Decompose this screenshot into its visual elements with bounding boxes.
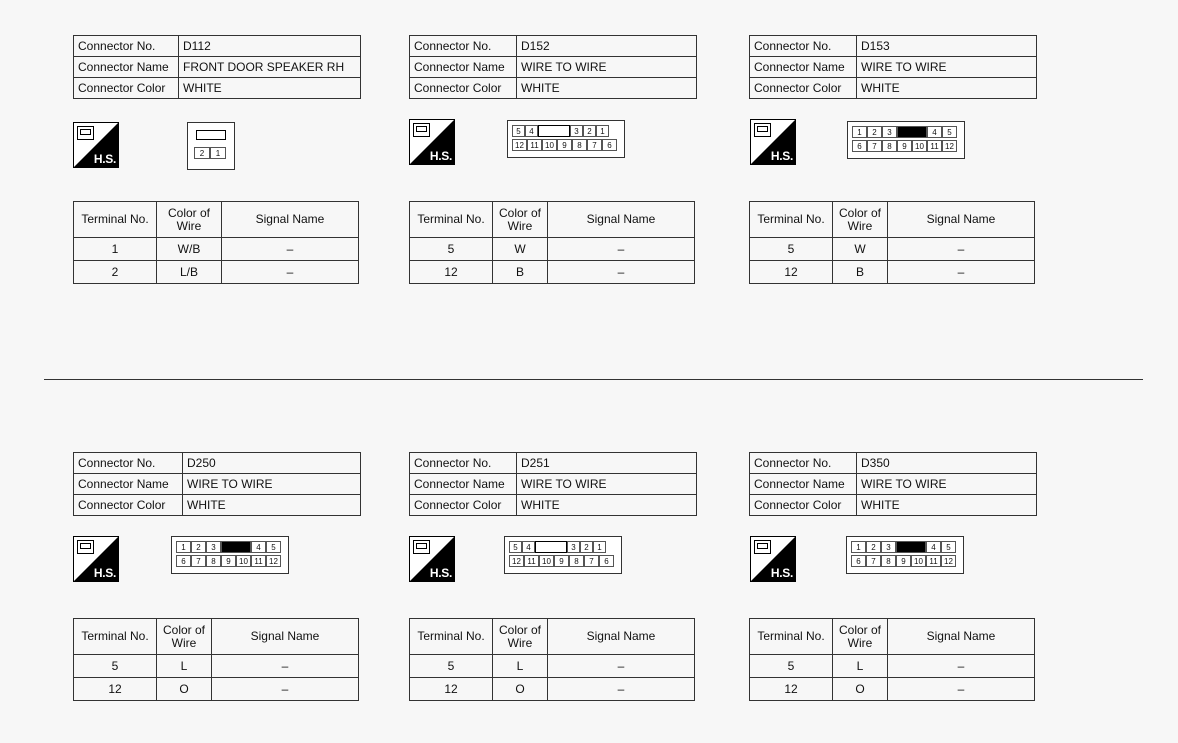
label-connector-no: Connector No. — [410, 453, 517, 474]
header-signal-name: Signal Name — [548, 202, 695, 238]
connector-lock-key — [897, 126, 927, 138]
connector-name-value: FRONT DOOR SPEAKER RH — [179, 57, 361, 78]
connector-info-table — [749, 452, 1037, 516]
terminal-table — [73, 201, 359, 284]
label-connector-no: Connector No. — [750, 453, 857, 474]
pin: 10 — [236, 555, 251, 567]
pin: 10 — [542, 139, 557, 151]
connector-face-diagram — [847, 121, 965, 159]
label-connector-color: Connector Color — [74, 78, 179, 99]
pin: 7 — [587, 139, 602, 151]
pin: 12 — [942, 140, 957, 152]
pin: 12 — [512, 139, 527, 151]
connector-name-value: WIRE TO WIRE — [857, 57, 1037, 78]
pin-2: 2 — [194, 147, 210, 159]
pin: 6 — [851, 555, 866, 567]
pin: 8 — [569, 555, 584, 567]
hs-label: H.S. — [93, 566, 116, 580]
pin: 7 — [866, 555, 881, 567]
pin: 6 — [176, 555, 191, 567]
connector-name-value: WIRE TO WIRE — [517, 474, 697, 495]
pin: 11 — [527, 139, 542, 151]
table-row: 5 W – — [410, 238, 695, 261]
pin: 1 — [176, 541, 191, 553]
header-color-of-wire: Color of Wire — [157, 202, 222, 238]
pin: 6 — [852, 140, 867, 152]
pin: 3 — [570, 125, 583, 137]
connector-block-d153 — [749, 35, 1049, 285]
connector-lock-key — [896, 541, 926, 553]
pin: 11 — [926, 555, 941, 567]
header-terminal-no: Terminal No. — [74, 619, 157, 655]
pin: 1 — [852, 126, 867, 138]
label-connector-color: Connector Color — [410, 78, 517, 99]
connector-face-diagram — [171, 536, 289, 574]
pin: 6 — [602, 139, 617, 151]
hs-label: H.S. — [429, 149, 452, 163]
pin: 9 — [554, 555, 569, 567]
pin: 11 — [927, 140, 942, 152]
terminal-table — [409, 618, 695, 701]
connector-block-d250 — [73, 452, 373, 702]
table-row: 12 O – — [74, 678, 359, 701]
table-row: 5 L – — [410, 655, 695, 678]
table-row: 1 W/B – — [74, 238, 359, 261]
table-row: 5 L – — [74, 655, 359, 678]
pin: 4 — [251, 541, 266, 553]
pin: 2 — [580, 541, 593, 553]
header-signal-name: Signal Name — [222, 202, 359, 238]
harness-side-icon — [409, 119, 455, 165]
connector-block-d251 — [409, 452, 709, 702]
label-connector-name: Connector Name — [750, 474, 857, 495]
connector-color-value: WHITE — [857, 78, 1037, 99]
pin: 5 — [266, 541, 281, 553]
pin: 12 — [941, 555, 956, 567]
connector-lock-key — [535, 541, 567, 553]
terminal-table — [73, 618, 359, 701]
connector-color-value: WHITE — [857, 495, 1037, 516]
pin: 1 — [851, 541, 866, 553]
label-connector-no: Connector No. — [74, 36, 179, 57]
connector-no-value: D152 — [517, 36, 697, 57]
connector-face-diagram — [507, 120, 625, 158]
label-connector-name: Connector Name — [410, 57, 517, 78]
header-terminal-no: Terminal No. — [750, 619, 833, 655]
pin: 9 — [896, 555, 911, 567]
header-terminal-no: Terminal No. — [74, 202, 157, 238]
connector-color-value: WHITE — [517, 78, 697, 99]
connector-info-table — [73, 35, 361, 99]
label-connector-name: Connector Name — [74, 474, 183, 495]
pin: 3 — [206, 541, 221, 553]
connector-lock-key — [196, 130, 226, 140]
connector-lock-key — [221, 541, 251, 553]
header-signal-name: Signal Name — [548, 619, 695, 655]
hs-label: H.S. — [429, 566, 452, 580]
connector-face-diagram — [504, 536, 622, 574]
header-color-of-wire: Color of Wire — [833, 202, 888, 238]
connector-info-table — [73, 452, 361, 516]
label-connector-no: Connector No. — [74, 453, 183, 474]
table-row: 5 L – — [750, 655, 1035, 678]
pin: 10 — [912, 140, 927, 152]
pin: 7 — [867, 140, 882, 152]
pin: 9 — [557, 139, 572, 151]
pin: 2 — [583, 125, 596, 137]
connector-block-d112 — [73, 35, 373, 285]
pin: 1 — [596, 125, 609, 137]
pin: 7 — [584, 555, 599, 567]
label-connector-color: Connector Color — [74, 495, 183, 516]
pin: 5 — [942, 126, 957, 138]
hs-label: H.S. — [93, 152, 116, 166]
label-connector-name: Connector Name — [410, 474, 517, 495]
terminal-table — [749, 618, 1035, 701]
connector-face-diagram — [846, 536, 964, 574]
section-divider — [44, 379, 1143, 380]
table-row: 12 B – — [750, 261, 1035, 284]
pin: 3 — [882, 126, 897, 138]
pin: 2 — [191, 541, 206, 553]
pin: 5 — [941, 541, 956, 553]
connector-name-value: WIRE TO WIRE — [517, 57, 697, 78]
header-terminal-no: Terminal No. — [410, 202, 493, 238]
harness-side-icon — [750, 536, 796, 582]
connector-face-diagram — [187, 122, 235, 170]
connector-lock-key — [538, 125, 570, 137]
pin-1: 1 — [210, 147, 226, 159]
pin: 2 — [867, 126, 882, 138]
header-color-of-wire: Color of Wire — [833, 619, 888, 655]
terminal-table — [749, 201, 1035, 284]
pin: 1 — [593, 541, 606, 553]
header-signal-name: Signal Name — [212, 619, 359, 655]
pin: 8 — [882, 140, 897, 152]
label-connector-name: Connector Name — [74, 57, 179, 78]
connector-block-d152 — [409, 35, 709, 285]
pin: 8 — [881, 555, 896, 567]
pin: 6 — [599, 555, 614, 567]
pin: 11 — [251, 555, 266, 567]
connector-info-table — [409, 35, 697, 99]
label-connector-color: Connector Color — [750, 495, 857, 516]
connector-no-value: D153 — [857, 36, 1037, 57]
header-color-of-wire: Color of Wire — [493, 202, 548, 238]
pin: 3 — [881, 541, 896, 553]
table-row: 5 W – — [750, 238, 1035, 261]
connector-color-value: WHITE — [179, 78, 361, 99]
table-row: 2 L/B – — [74, 261, 359, 284]
hs-label: H.S. — [770, 149, 793, 163]
pin: 4 — [926, 541, 941, 553]
header-terminal-no: Terminal No. — [410, 619, 493, 655]
pin: 10 — [539, 555, 554, 567]
harness-side-icon — [409, 536, 455, 582]
connector-block-d350 — [749, 452, 1049, 702]
connector-name-value: WIRE TO WIRE — [183, 474, 361, 495]
connector-color-value: WHITE — [517, 495, 697, 516]
pin: 8 — [572, 139, 587, 151]
harness-side-icon — [73, 122, 119, 168]
connector-info-table — [409, 452, 697, 516]
table-row: 12 B – — [410, 261, 695, 284]
harness-side-icon — [73, 536, 119, 582]
pin: 8 — [206, 555, 221, 567]
terminal-table — [409, 201, 695, 284]
label-connector-name: Connector Name — [750, 57, 857, 78]
label-connector-no: Connector No. — [410, 36, 517, 57]
pin: 12 — [509, 555, 524, 567]
harness-side-icon — [750, 119, 796, 165]
pin: 10 — [911, 555, 926, 567]
connector-name-value: WIRE TO WIRE — [857, 474, 1037, 495]
pin: 4 — [927, 126, 942, 138]
hs-label: H.S. — [770, 566, 793, 580]
label-connector-no: Connector No. — [750, 36, 857, 57]
pin: 5 — [509, 541, 522, 553]
pin: 9 — [221, 555, 236, 567]
pin: 2 — [866, 541, 881, 553]
connector-no-value: D350 — [857, 453, 1037, 474]
header-signal-name: Signal Name — [888, 202, 1035, 238]
connector-no-value: D251 — [517, 453, 697, 474]
header-terminal-no: Terminal No. — [750, 202, 833, 238]
label-connector-color: Connector Color — [750, 78, 857, 99]
connector-no-value: D250 — [183, 453, 361, 474]
header-color-of-wire: Color of Wire — [157, 619, 212, 655]
table-row: 12 O – — [410, 678, 695, 701]
pin: 5 — [512, 125, 525, 137]
connector-no-value: D112 — [179, 36, 361, 57]
pin: 12 — [266, 555, 281, 567]
header-color-of-wire: Color of Wire — [493, 619, 548, 655]
table-row: 12 O – — [750, 678, 1035, 701]
pin: 4 — [525, 125, 538, 137]
connector-info-table — [749, 35, 1037, 99]
connector-color-value: WHITE — [183, 495, 361, 516]
header-signal-name: Signal Name — [888, 619, 1035, 655]
pin: 11 — [524, 555, 539, 567]
label-connector-color: Connector Color — [410, 495, 517, 516]
pin: 9 — [897, 140, 912, 152]
pin: 3 — [567, 541, 580, 553]
pin: 4 — [522, 541, 535, 553]
pin: 7 — [191, 555, 206, 567]
